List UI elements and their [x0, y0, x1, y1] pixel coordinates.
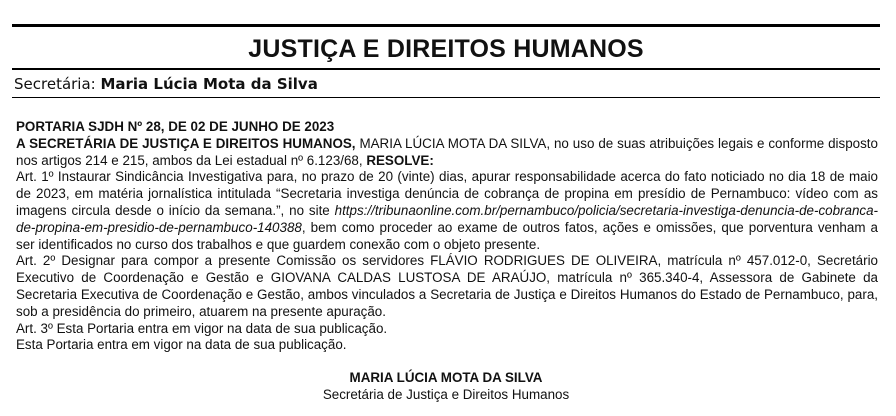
preamble-bold: A SECRETÁRIA DE JUSTIÇA E DIREITOS HUMANOS,: [16, 135, 356, 151]
article-2: Art. 2º Designar para compor a presente Comissão os servidores FLÁVIO RODRIGUES DE OLIVEIRA, matrícula nº 457.012-0, Secretário Executivo de Coordenação e Gestão e GIOVANA CALDAS LUSTOSA DE ARAÚJO, matrícula nº 365.340-4, Assessora de Gabinete da Secretaria Executiva de Coordenação e Gestão, ambos vinculados a Secretaria de Justiça e Direitos Humanos do Estado de Pernambuco, para, sob a presidência do primeiro, atuarem na presente apuração.: [16, 253, 878, 319]
article-1-text: Art. 1º Instaurar Sindicância Investigativa para, no prazo de 20 (vinte) dias, apurar responsabilidade acerca do fato noticiado no dia 18 de maio de 2023, em matéria jornalística intitulada “Secretaria investiga denúncia de cobrança de propina em presídio de Pernambuco: vídeo com as imagens circula desde o início da semana.”, no site: [16, 169, 878, 218]
portaria-body: [16, 119, 878, 354]
signature-role: Secretária de Justiça e Direitos Humanos: [322, 387, 570, 402]
resolve-label: RESOLVE:: [366, 152, 434, 168]
top-rule: [12, 24, 880, 27]
preamble-text: MARIA LÚCIA MOTA DA SILVA, no uso de suas atribuições legais e conforme disposto nos artigos 214 e 215, ambos da Lei estadual nº 6.123/68,: [16, 135, 878, 168]
article-1-rest: , bem como proceder ao exame de outros fatos, ações e omissões, que porventura venham a ser identificados no curso dos trabalhos e que guardem conexão com o objeto presente.: [16, 219, 878, 252]
article-1: [16, 169, 878, 253]
section-title: JUSTIÇA E DIREITOS HUMANOS: [248, 35, 644, 63]
closing-paragraph: Esta Portaria entra em vigor na data de sua publicação.: [16, 337, 347, 353]
article-1-link[interactable]: https://tribunaonline.com.br/pernambuco/policia/secretaria-investiga-denuncia-de-cobranca-de-propina-em-presidio-de-pernambuco-140388: [16, 202, 878, 235]
secretary-line: [14, 73, 318, 95]
preamble-paragraph: [16, 136, 878, 170]
signature-block: [12, 369, 880, 403]
portaria-title: PORTARIA SJDH Nº 28, DE 02 DE JUNHO DE 2023: [16, 119, 335, 134]
signature-name: MARIA LÚCIA MOTA DA SILVA: [349, 370, 543, 385]
secretary-label: Secretária:: [14, 75, 96, 93]
secretary-name: Maria Lúcia Mota da Silva: [100, 75, 318, 93]
title-rule: [12, 68, 880, 70]
secretary-rule: [12, 97, 880, 98]
article-3: Art. 3º Esta Portaria entra em vigor na data de sua publicação.: [16, 320, 388, 336]
